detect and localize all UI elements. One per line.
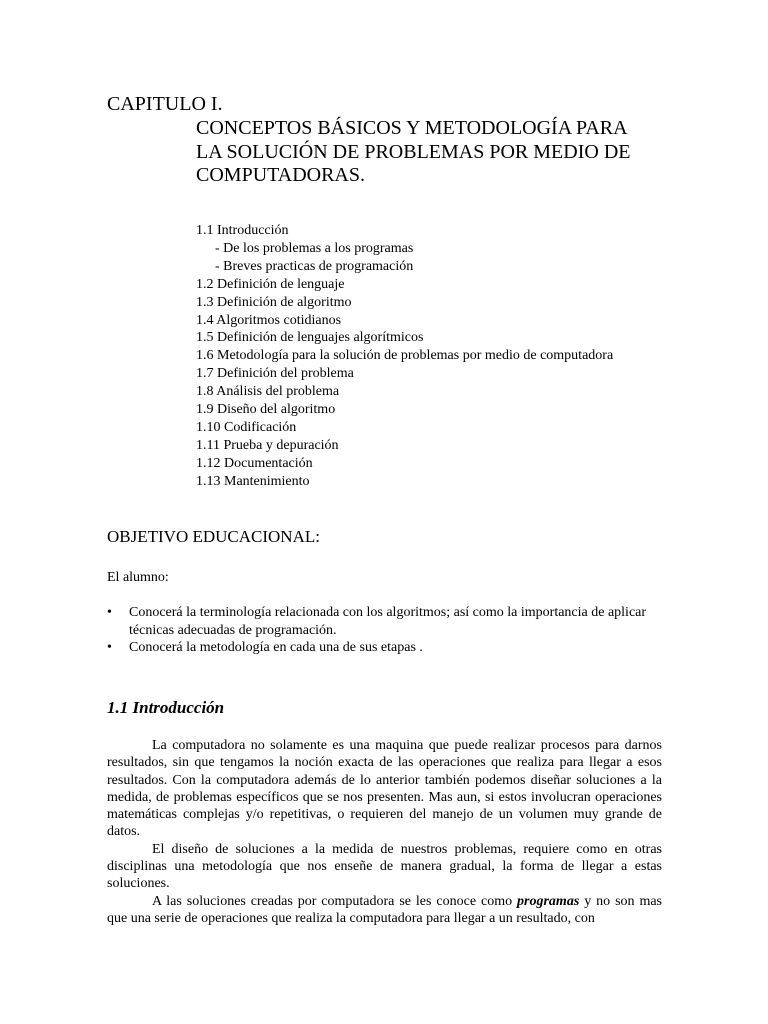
table-of-contents xyxy=(196,222,613,491)
body-paragraph xyxy=(107,893,662,928)
toc-item: 1.11 Prueba y depuración xyxy=(196,437,339,453)
bullet-item xyxy=(107,639,663,657)
toc-item: 1.1 Introducción xyxy=(196,223,289,238)
bullet-item xyxy=(107,604,663,639)
objective-heading: OBJETIVO EDUCACIONAL: xyxy=(107,527,320,546)
paragraph-text: y no son mas que una serie de operaciones que realiza la computadora para llegar a un resultado, con xyxy=(107,893,663,926)
bullet-icon: • xyxy=(107,640,112,655)
section-heading: 1.1 Introducción xyxy=(107,698,225,717)
toc-item: 1.7 Definición del problema xyxy=(196,366,354,382)
body-paragraph: La computadora no solamente es una maquina que puede realizar procesos para darnos resultados, sin que tengamos la noción exacta de las operaciones que realiza para llegar a esos resultados. Con la computadora además de lo anterior también podemos diseñar soluciones a la medida, de problemas específicos que se nos presenten. Mas aun, si estos involucran operaciones matemáticas complejas y/o repetitivas, o requieren del manejo de un volumen muy grande de datos. xyxy=(107,738,662,840)
toc-item: 1.6 Metodología para la solución de problemas por medio de computadora xyxy=(196,348,614,364)
chapter-label: CAPITULO I. xyxy=(107,93,223,115)
toc-item: 1.12 Documentación xyxy=(196,455,313,471)
paragraph-text: A las soluciones creadas por computadora se les conoce como xyxy=(152,893,518,909)
toc-item: 1.4 Algoritmos cotidianos xyxy=(196,312,342,328)
section-body xyxy=(107,737,662,927)
toc-item: 1.2 Definición de lenguaje xyxy=(196,276,345,292)
chapter-title-line: CONCEPTOS BÁSICOS Y METODOLOGÍA PARA xyxy=(196,117,628,139)
chapter-title-line: LA SOLUCIÓN DE PROBLEMAS POR MEDIO DE xyxy=(196,140,631,163)
body-paragraph: El diseño de soluciones a la medida de nuestros problemas, requiere como en otras disciplinas una metodología que nos enseñe de manera gradual, la forma de llegar a estas soluciones. xyxy=(107,841,662,892)
bullet-icon: • xyxy=(107,605,112,620)
emphasized-term: programas xyxy=(517,893,580,909)
toc-subitem: - Breves practicas de programación xyxy=(215,258,414,274)
toc-item: 1.3 Definición de algoritmo xyxy=(196,294,352,310)
objective-bullets xyxy=(107,604,663,657)
toc-item: 1.9 Diseño del algoritmo xyxy=(196,402,336,418)
toc-item: 1.13 Mantenimiento xyxy=(196,473,310,489)
toc-subitem: - De los problemas a los programas xyxy=(215,240,414,256)
toc-item: 1.10 Codificación xyxy=(196,419,297,435)
bullet-text: Conocerá la metodología en cada una de sus etapas . xyxy=(129,640,423,655)
toc-item: 1.5 Definición de lenguajes algorítmicos xyxy=(196,330,424,346)
student-label: El alumno: xyxy=(107,570,169,585)
bullet-text: Conocerá la terminología relacionada con los algoritmos; así como la importancia de aplicar técnicas adecuadas de programación. xyxy=(129,605,647,638)
chapter-title xyxy=(196,117,696,188)
toc-item: 1.8 Análisis del problema xyxy=(196,384,340,400)
chapter-title-line: COMPUTADORAS. xyxy=(196,164,365,186)
